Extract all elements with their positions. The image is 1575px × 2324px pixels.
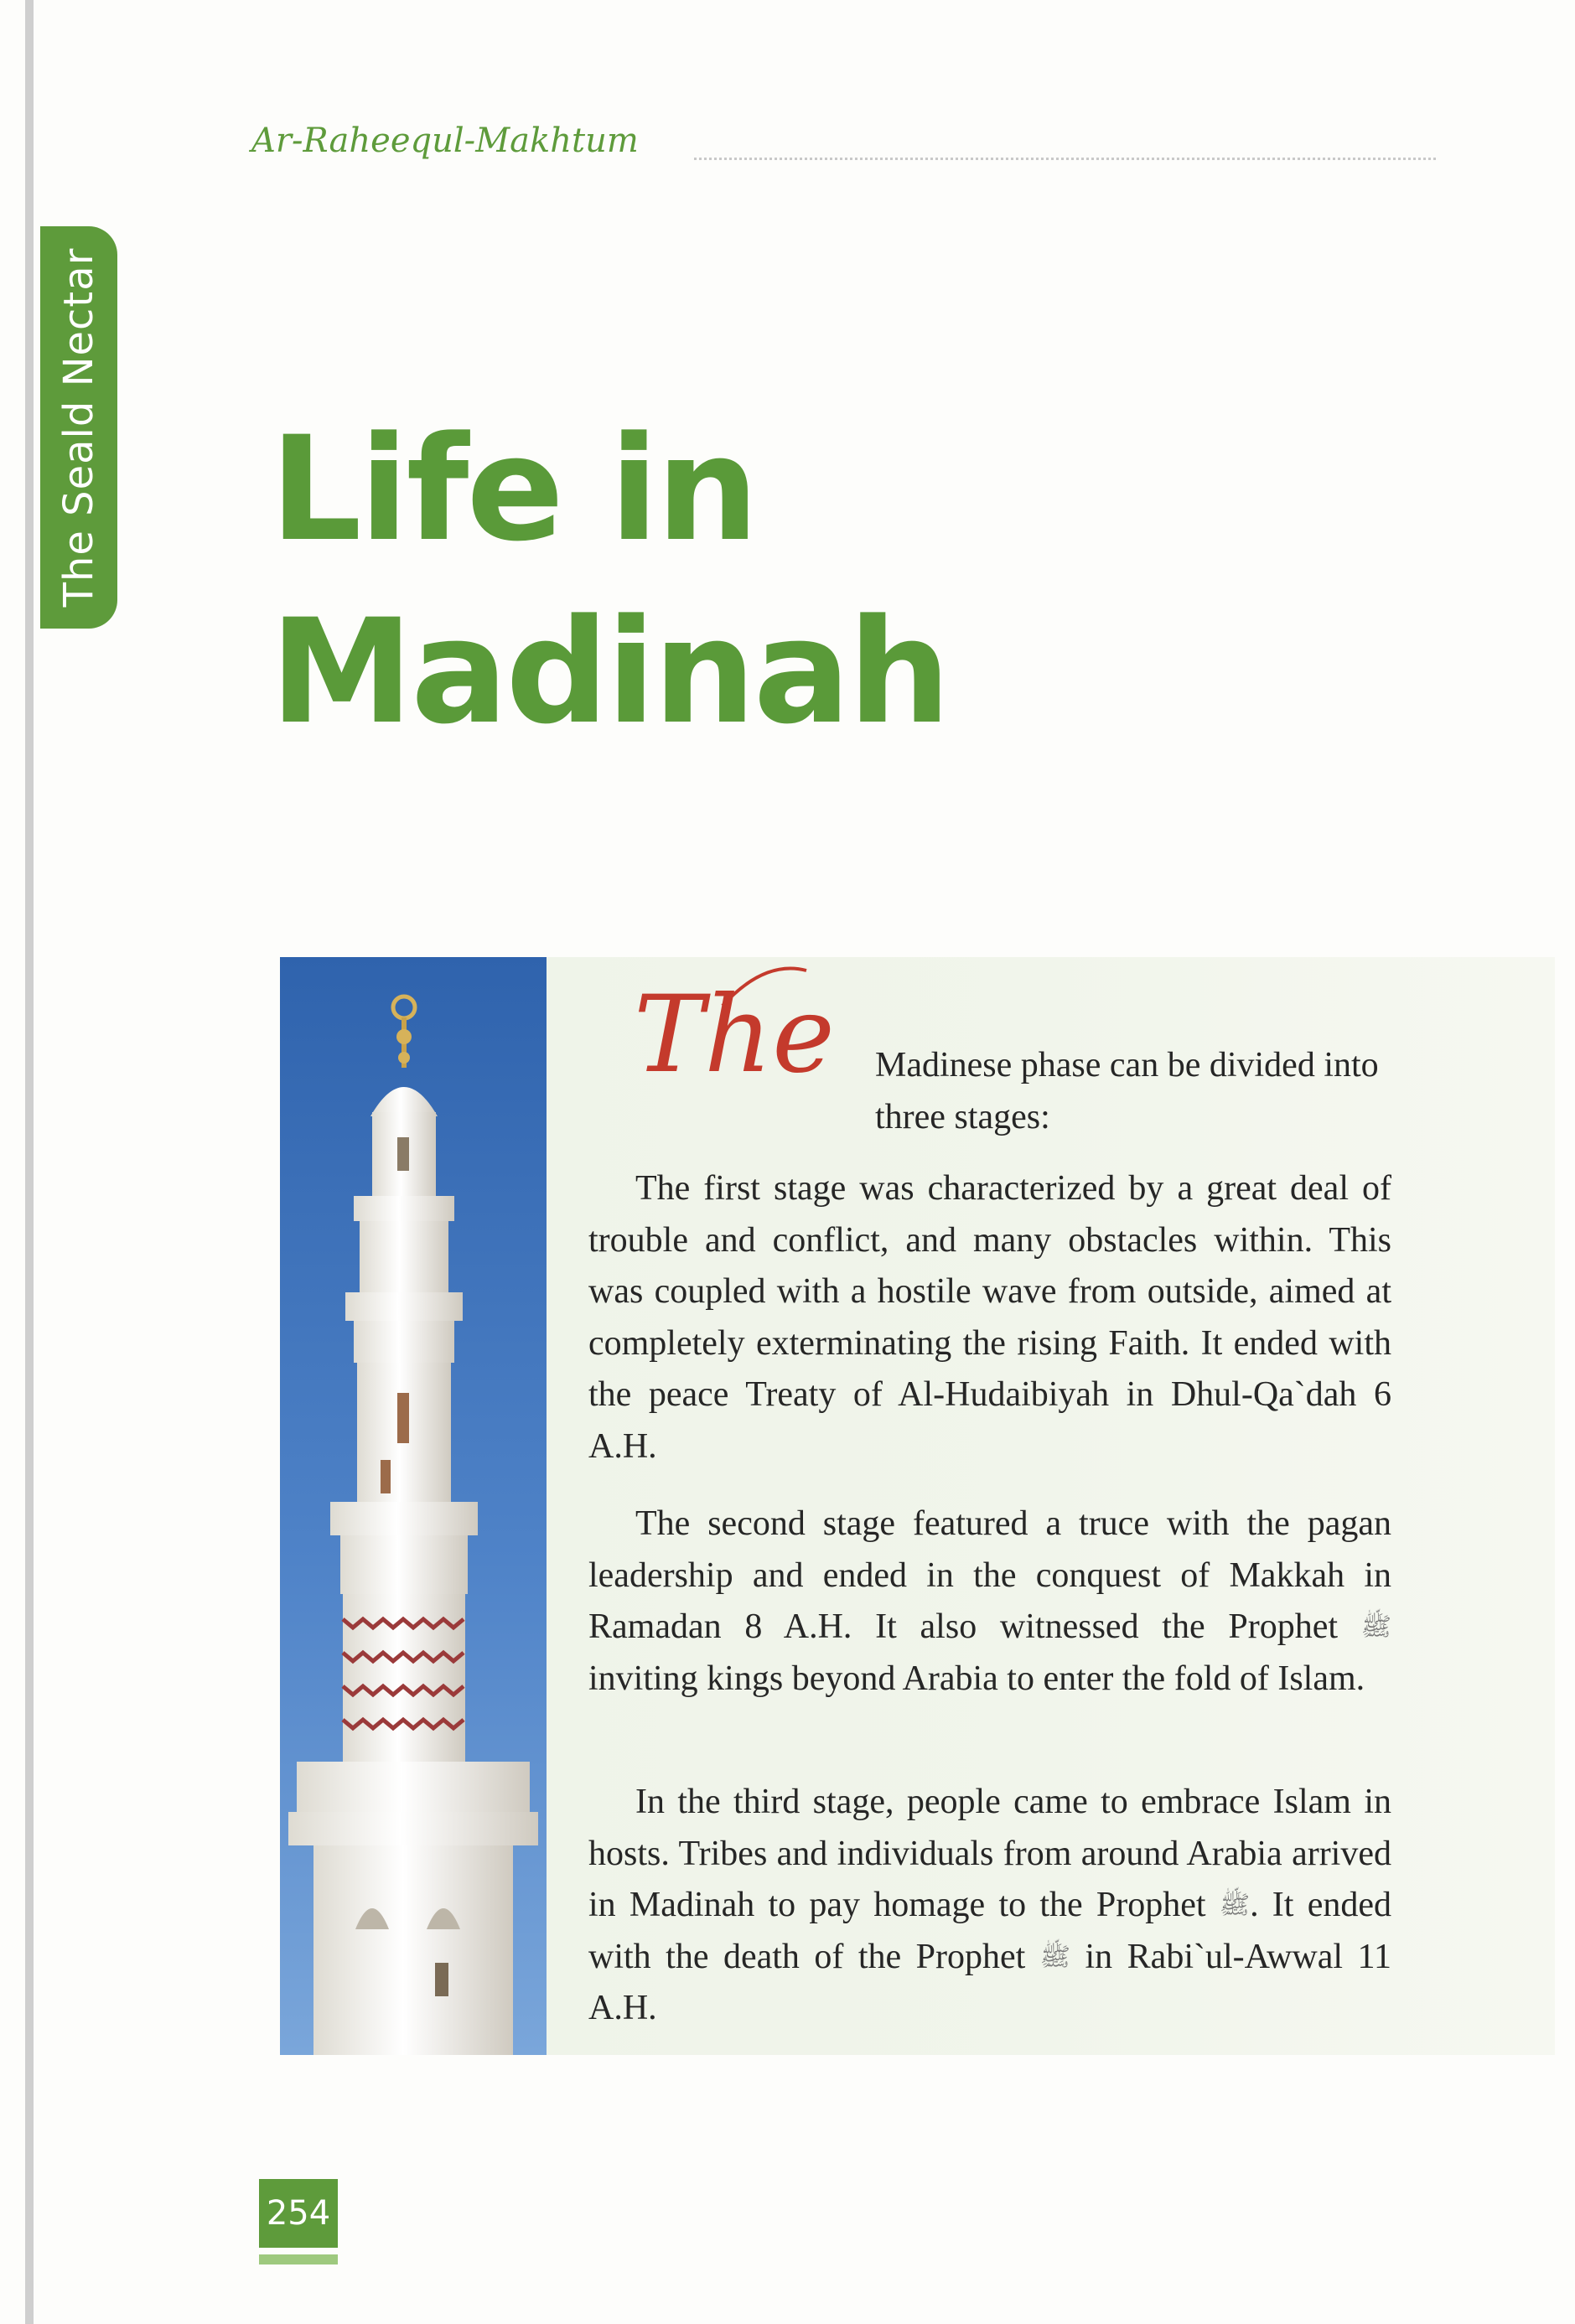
- paragraph-stage-3-text-b: . It ended with the death of the Prophet: [588, 1886, 1391, 1976]
- side-tab-label: The Seald Nectar: [55, 247, 102, 608]
- drop-cap-swash: [714, 964, 815, 1014]
- chapter-title-line-2: Madinah: [270, 587, 949, 756]
- paragraph-stage-1: [588, 1163, 1391, 1473]
- paragraph-stage-3-text-c: in Rabi`ul-Awwal 11 A.H.: [588, 1937, 1391, 2027]
- chapter-title: [270, 398, 948, 763]
- paragraph-stage-3-text-a: In the third stage, people came to embrace Islam in hosts. Tribes and individuals from around Arabia arrived in Madinah to pay homage to the Prophet: [588, 1783, 1391, 1924]
- paragraph-stage-2-text-a: The second stage featured a truce with the pagan leadership and ended in the conquest of Makkah in Ramadan 8 A.H. It also witnessed the Prophet: [588, 1504, 1391, 1646]
- paragraph-stage-2: [588, 1498, 1391, 1705]
- running-head: Ar-Raheequl-Makhtum: [251, 122, 639, 160]
- honorific-symbol: ﷺ: [1039, 1943, 1071, 1971]
- paragraph-stage-1-text: The first stage was characterized by a great deal of trouble and conflict, and many obstacles within. This was coupled with a hostile wave from outside, aimed at completely exterminating the rising Faith. It ended with the peace Treaty of Al-Hudaibiyah in Dhul-Qa`dah 6 A.H.: [588, 1169, 1391, 1466]
- paragraph-stage-2-text-b: inviting kings beyond Arabia to enter the fold of Islam.: [588, 1659, 1365, 1698]
- minaret-photo: [280, 957, 547, 2055]
- paragraph-stage-3: [588, 1777, 1391, 2035]
- honorific-symbol: ﷺ: [1360, 1613, 1391, 1641]
- drop-cap-text: The: [634, 973, 835, 1096]
- spine-line: [25, 0, 34, 2324]
- honorific-symbol: ﷺ: [1219, 1892, 1251, 1919]
- running-head-rule: [694, 158, 1436, 160]
- chapter-title-line-1: Life in: [270, 405, 757, 573]
- intro-text: Madinese phase can be divided into three stages:: [875, 1046, 1379, 1136]
- page-number-bar: [259, 2254, 338, 2264]
- side-tab: [40, 226, 117, 629]
- page-number: 254: [259, 2179, 338, 2248]
